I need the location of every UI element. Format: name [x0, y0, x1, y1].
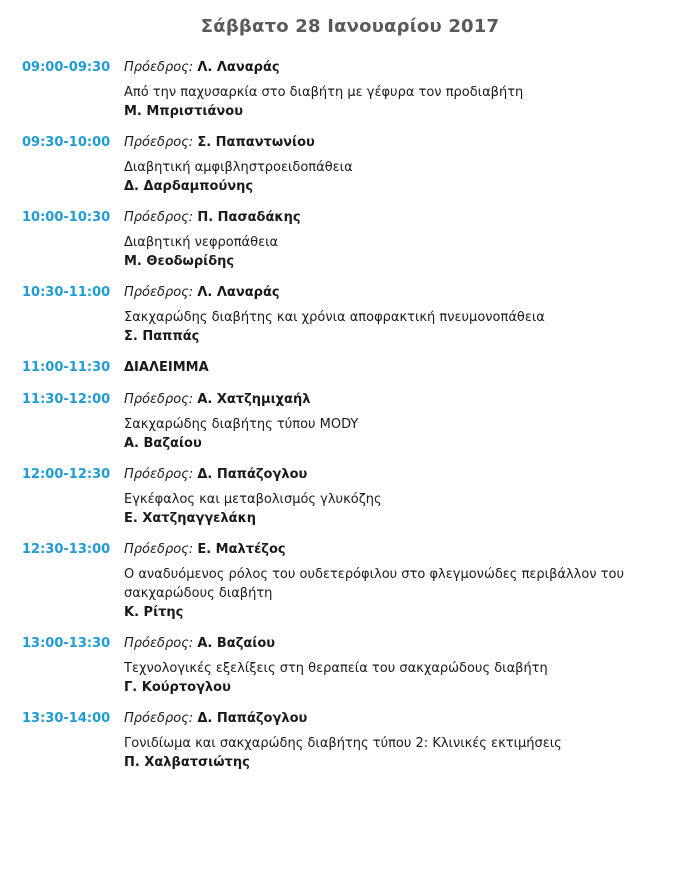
session-time: 13:00-13:30 [22, 636, 111, 651]
talk [124, 415, 679, 453]
talk-speaker: Κ. Ρίτης [124, 605, 184, 620]
session-time: 11:00-11:30 [22, 360, 111, 375]
chair-name: Σ. Παπαντωνίου [197, 135, 315, 150]
session-time: 11:30-12:00 [22, 392, 111, 407]
session [0, 634, 700, 697]
talk-speaker: Σ. Παππάς [124, 329, 200, 344]
talk-speaker: Γ. Κούρτογλου [124, 680, 231, 695]
session [0, 283, 700, 346]
talk-speaker: Μ. Θεοδωρίδης [124, 254, 235, 269]
chair-label: Πρόεδρος: [124, 467, 194, 482]
chair-label: Πρόεδρος: [124, 285, 194, 300]
session-chair [124, 390, 310, 410]
talk-title: Γονιδίωμα και σακχαρώδης διαβήτης τύπου 2: Κλινικές εκτιμήσεις [124, 736, 562, 751]
talk-title: Από την παχυσαρκία στο διαβήτη με γέφυρα τον προδιαβήτη [124, 85, 524, 100]
talk-title: Τεχνολογικές εξελίξεις στη θεραπεία του σακχαρώδους διαβήτη [124, 661, 548, 676]
session [0, 390, 700, 453]
schedule [0, 58, 700, 784]
session-time: 13:30-14:00 [22, 711, 111, 726]
chair-name: Λ. Λαναράς [197, 60, 280, 75]
talk-speaker: Δ. Δαρδαμπούνης [124, 179, 254, 194]
chair-label: Πρόεδρος: [124, 60, 194, 75]
talk-speaker: Ε. Χατζηαγγελάκη [124, 511, 257, 526]
session-chair [124, 283, 280, 303]
chair-name: Π. Πασαδάκης [197, 210, 301, 225]
talk [124, 565, 679, 622]
talk [124, 659, 679, 697]
chair-name: Α. Χατζημιχαήλ [197, 392, 311, 407]
talk [124, 233, 679, 271]
chair-label: Πρόεδρος: [124, 542, 194, 557]
session-time: 10:30-11:00 [22, 285, 111, 300]
chair-label: Πρόεδρος: [124, 210, 194, 225]
talk [124, 308, 679, 346]
session [0, 58, 700, 121]
talk-title: Ο αναδυόμενος ρόλος του ουδετερόφιλου στο φλεγμονώδες περιβάλλον του σακχαρώδους διαβήτη [124, 567, 624, 601]
chair-name: Α. Βαζαίου [197, 636, 276, 651]
chair-name: Δ. Παπάζογλου [197, 467, 308, 482]
session [0, 709, 700, 772]
talk-title: Διαβητική νεφροπάθεια [124, 235, 279, 250]
session-chair [124, 465, 307, 485]
talk-title: Διαβητική αμφιβληστροειδοπάθεια [124, 160, 353, 175]
chair-label: Πρόεδρος: [124, 135, 194, 150]
session-time: 09:00-09:30 [22, 60, 111, 75]
session [0, 208, 700, 271]
session-chair [124, 58, 280, 78]
session [0, 465, 700, 528]
session-break [0, 358, 700, 378]
break-label: ΔΙΑΛΕΙΜΜΑ [124, 360, 209, 375]
session-time: 09:30-10:00 [22, 135, 111, 150]
talk-speaker: Π. Χαλβατσιώτης [124, 755, 250, 770]
talk-title: Σακχαρώδης διαβήτης τύπου MODY [124, 417, 359, 432]
page-title: Σάββατο 28 Ιανουαρίου 2017 [200, 16, 500, 37]
session-chair [124, 634, 275, 654]
session-time: 10:00-10:30 [22, 210, 111, 225]
session-time: 12:00-12:30 [22, 467, 111, 482]
chair-label: Πρόεδρος: [124, 392, 194, 407]
talk-speaker: Α. Βαζαίου [124, 436, 202, 451]
session-chair [124, 208, 301, 228]
chair-name: Δ. Παπάζογλου [197, 711, 308, 726]
session-chair [124, 709, 307, 729]
talk [124, 83, 679, 121]
session [0, 540, 700, 622]
chair-label: Πρόεδρος: [124, 711, 194, 726]
talk-title: Σακχαρώδης διαβήτης και χρόνια αποφρακτική πνευμονοπάθεια [124, 310, 545, 325]
session-chair [124, 133, 315, 153]
talk-speaker: Μ. Μπριστιάνου [124, 104, 243, 119]
talk [124, 158, 679, 196]
session-chair [124, 540, 286, 560]
chair-name: Ε. Μαλτέζος [197, 542, 286, 557]
talk [124, 490, 679, 528]
talk-title: Εγκέφαλος και μεταβολισμός γλυκόζης [124, 492, 382, 507]
chair-name: Λ. Λαναράς [197, 285, 280, 300]
session [0, 133, 700, 196]
chair-label: Πρόεδρος: [124, 636, 194, 651]
talk [124, 734, 679, 772]
session-time: 12:30-13:00 [22, 542, 111, 557]
